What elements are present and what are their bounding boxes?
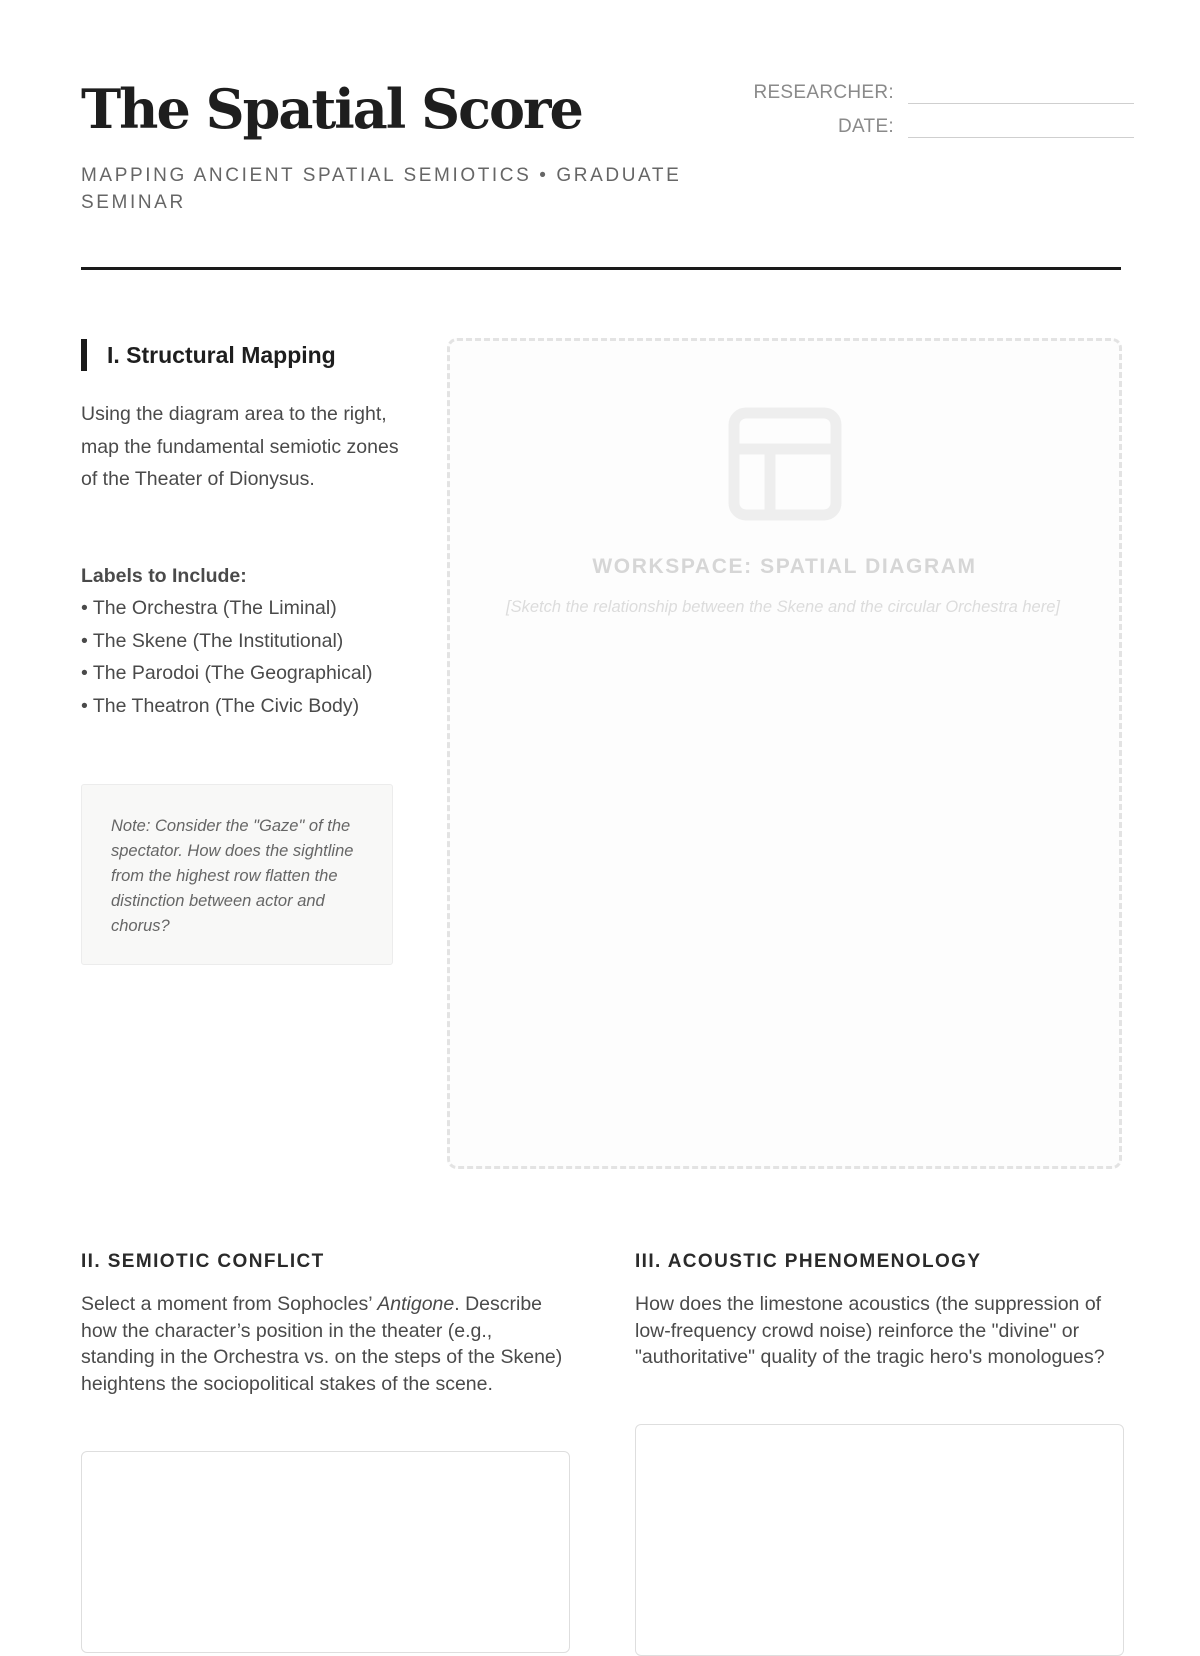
workspace-title: WORKSPACE: SPATIAL DIAGRAM	[592, 555, 977, 578]
section-3-answer-box[interactable]	[635, 1424, 1124, 1656]
section-2-prompt	[81, 1291, 571, 1397]
note-box: Note: Consider the "Gaze" of the spectator. How does the sightline from the highest row flatten the distinction between actor and chorus?	[81, 784, 393, 965]
work-title-antigone: Antigone	[377, 1293, 455, 1315]
section-2-text-end: . Describe how the character’s position in the theater (e.g., standing in the Orchestra vs. on the steps of the Skene) heightens the sociopolitical stakes of the scene.	[81, 1293, 563, 1395]
section-1-description: Using the diagram area to the right, map the fundamental semiotic zones of the Theater of Dionysus.	[81, 403, 399, 490]
labels-list	[81, 592, 411, 722]
date-label: DATE:	[837, 116, 894, 137]
researcher-field	[700, 79, 1134, 104]
date-field	[700, 113, 1134, 138]
section-2-title: II. SEMIOTIC CONFLICT	[81, 1251, 325, 1272]
date-input-line[interactable]	[908, 113, 1134, 138]
label-item-orchestra: • The Orchestra (The Liminal)	[81, 597, 337, 619]
label-item-parodoi: • The Parodoi (The Geographical)	[81, 662, 373, 684]
researcher-label: RESEARCHER:	[753, 82, 894, 103]
label-item-theatron: • The Theatron (The Civic Body)	[81, 694, 360, 717]
section-1-heading	[81, 339, 336, 371]
header-divider	[81, 267, 1121, 270]
diagram-workspace[interactable]	[447, 338, 1122, 1169]
layout-icon	[728, 407, 842, 526]
page-subtitle: MAPPING ANCIENT SPATIAL SEMIOTICS • GRADUATE SEMINAR	[81, 165, 682, 213]
researcher-input-line[interactable]	[908, 79, 1134, 104]
section-1-title: I. Structural Mapping	[107, 341, 336, 368]
labels-heading: Labels to Include:	[81, 565, 247, 587]
section-2-answer-box[interactable]	[81, 1451, 570, 1653]
section-3-prompt: How does the limestone acoustics (the suppression of low-frequency crowd noise) reinforce the "divine" or "authoritative" quality of the tragic hero's monologues?	[635, 1293, 1105, 1369]
workspace-hint: [Sketch the relationship between the Skene and the circular Orchestra here]	[506, 598, 1060, 616]
section-3-title: III. ACOUSTIC PHENOMENOLOGY	[635, 1251, 982, 1272]
section-2-text-start: Select a moment from Sophocles’	[81, 1293, 378, 1315]
label-item-skene: • The Skene (The Institutional)	[81, 629, 344, 652]
section-marker-bar	[81, 339, 87, 371]
page-title: The Spatial Score	[81, 77, 582, 141]
